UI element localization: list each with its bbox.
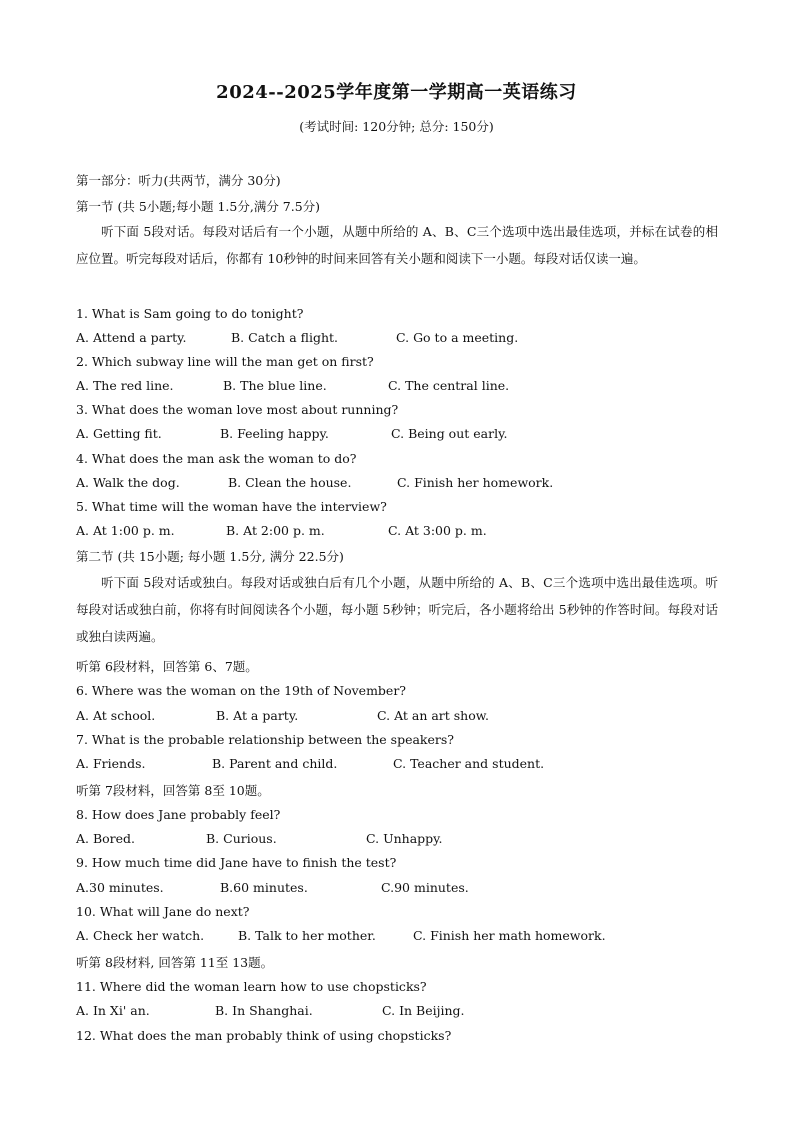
option-c: C.90 minutes. (381, 880, 469, 895)
option-b: B. Talk to her mother. (238, 928, 376, 943)
option-b: B. The blue line. (223, 378, 327, 393)
question-text: 12. What does the man probably think of using chopsticks? (76, 1028, 452, 1043)
option-c: C. Teacher and student. (393, 756, 545, 771)
option-c: C. In Beijing. (382, 1003, 465, 1018)
option-c: C. Being out early. (391, 426, 508, 441)
option-a: A. Bored. (76, 831, 136, 846)
question-text: 1. What is Sam going to do tonight? (76, 306, 304, 321)
option-c: C. Unhappy. (366, 831, 443, 846)
option-b: B. Curious. (206, 831, 277, 846)
option-b: B. Catch a flight. (231, 330, 339, 345)
option-a: A. In Xi' an. (76, 1003, 150, 1018)
page-title: 2024--2025学年度第一学期高一英语练习 (216, 82, 577, 103)
question-text: 3. What does the woman love most about running? (76, 402, 399, 417)
option-a: A. The red line. (76, 378, 174, 393)
group-heading: 听第 7段材料，回答第 8至 10题。 (76, 783, 270, 798)
option-c: C. The central line. (388, 378, 510, 393)
option-b: B. Feeling happy. (220, 426, 329, 441)
question-text: 7. What is the probable relationship between the speakers? (76, 732, 454, 747)
option-b: B. At a party. (216, 708, 299, 723)
option-b: B. At 2:00 p. m. (226, 523, 325, 538)
option-a: A.30 minutes. (76, 880, 164, 895)
exam-info: (考试时间: 120分钟; 总分: 150分) (299, 119, 494, 134)
option-c: C. Go to a meeting. (396, 330, 519, 345)
question-text: 8. How does Jane probably feel? (76, 807, 281, 822)
group-heading: 听第 6段材料，回答第 6、7题。 (76, 659, 258, 674)
option-b: B.60 minutes. (220, 880, 308, 895)
question-text: 10. What will Jane do next? (76, 904, 250, 919)
question-text: 9. How much time did Jane have to finish the test? (76, 855, 397, 870)
question-text: 6. Where was the woman on the 19th of November? (76, 683, 407, 698)
question-text: 4. What does the man ask the woman to do? (76, 451, 357, 466)
question-text: 11. Where did the woman learn how to use chopsticks? (76, 979, 427, 994)
option-c: C. At an art show. (377, 708, 489, 723)
option-b: B. In Shanghai. (215, 1003, 313, 1018)
option-c: C. At 3:00 p. m. (388, 523, 487, 538)
option-a: A. Check her watch. (76, 928, 205, 943)
question-text: 5. What time will the woman have the interview? (76, 499, 387, 514)
option-a: A. Attend a party. (76, 330, 187, 345)
question-text: 2. Which subway line will the man get on first? (76, 354, 374, 369)
option-a: A. Friends. (76, 756, 146, 771)
option-c: C. Finish her homework. (397, 475, 554, 490)
section-instructions: 听下面 5段对话。每段对话后有一个小题，从题中所给的 A、B、C三个选项中选出最佳选项，并标在试卷的相应位置。听完每段对话后，你都有 10秒钟的时间来回答有关小题和阅读下一小题。每段对话仅读一遍。 (76, 224, 718, 266)
section-heading: 第一节 (共 5小题;每小题 1.5分,满分 7.5分) (76, 199, 321, 214)
option-a: A. Walk the dog. (76, 475, 180, 490)
option-a: A. At 1:00 p. m. (76, 523, 175, 538)
option-b: B. Clean the house. (228, 475, 352, 490)
option-a: A. Getting fit. (76, 426, 162, 441)
option-c: C. Finish her math homework. (413, 928, 606, 943)
option-a: A. At school. (76, 708, 156, 723)
section-heading: 第二节 (共 15小题; 每小题 1.5分, 满分 22.5分) (76, 549, 344, 564)
option-b: B. Parent and child. (212, 756, 338, 771)
part-heading: 第一部分：听力(共两节，满分 30分) (76, 173, 281, 188)
section-instructions: 听下面 5段对话或独白。每段对话或独白后有几个小题，从题中所给的 A、B、C三个选项中选出最佳选项。听每段对话或独白前，你将有时间阅读各个小题，每小题 5秒钟；听完后，各小题将给出 5秒钟的作答时间。每段对话或独白读两遍。 (76, 575, 718, 644)
group-heading: 听第 8段材料, 回答第 11至 13题。 (76, 955, 274, 970)
